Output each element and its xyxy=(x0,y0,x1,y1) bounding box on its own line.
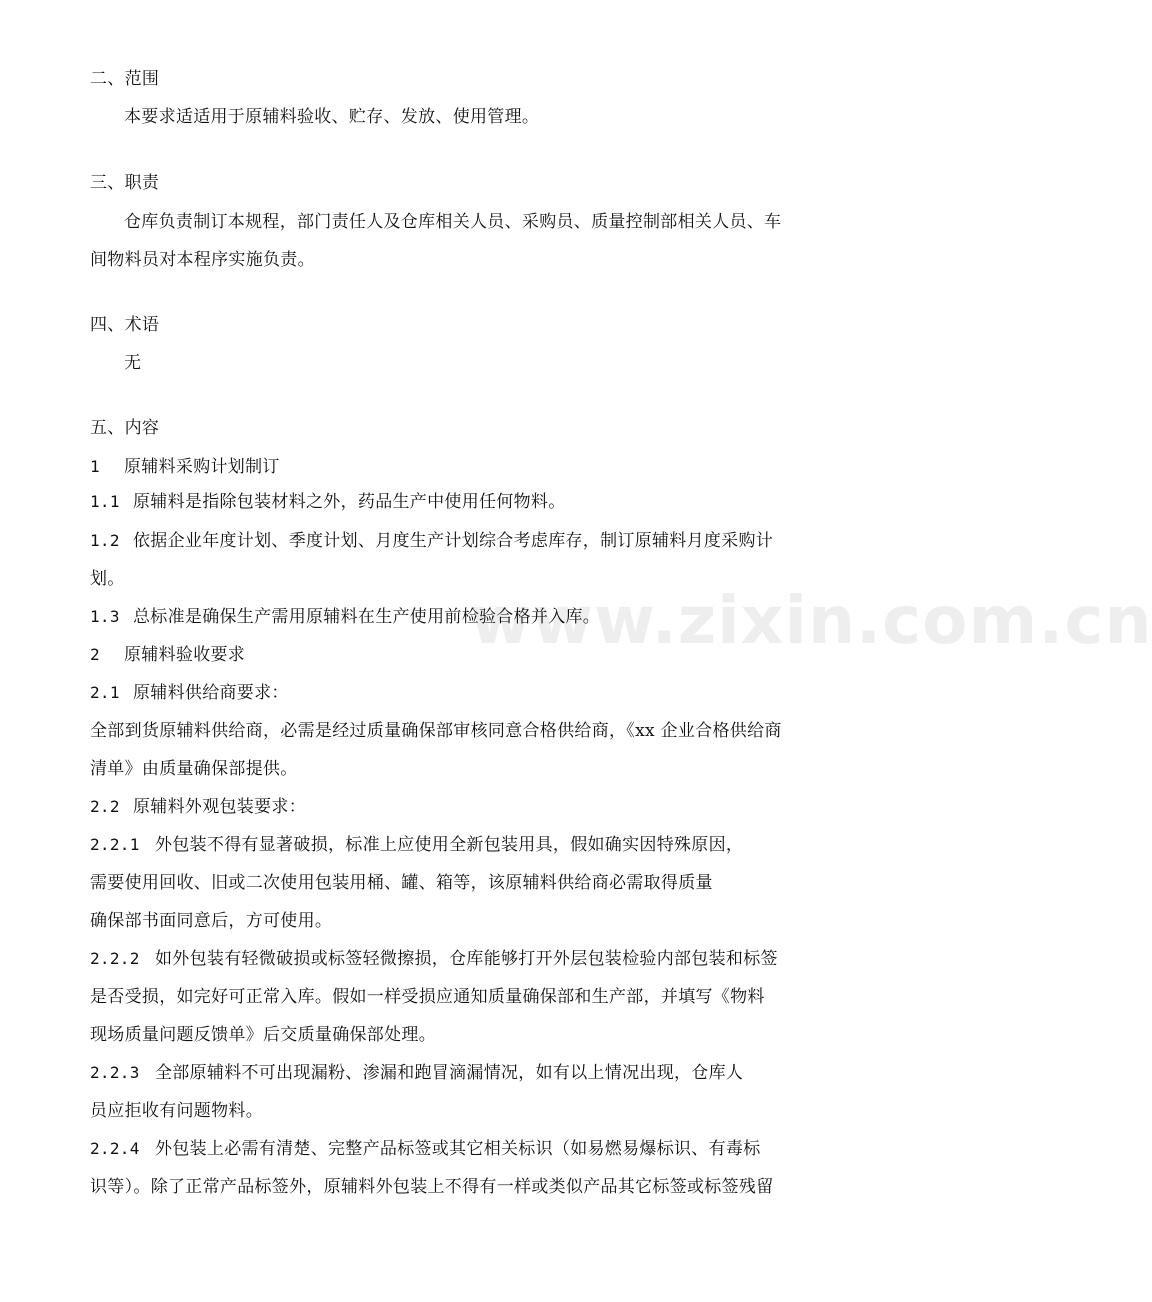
section-heading-scope: 二、范围 xyxy=(90,69,160,89)
duty-body-line2: 间物料员对本程序实施负责。 xyxy=(90,250,315,270)
item-number: 2.2.4 xyxy=(90,1139,140,1158)
item-title: 原辅料验收要求 xyxy=(124,645,246,665)
item-number: 2.2 xyxy=(90,797,120,816)
scope-body: 本要求适适用于原辅料验收、贮存、发放、使用管理。 xyxy=(124,107,540,127)
item-title: 原辅料采购计划制订 xyxy=(124,457,280,477)
item-text-continued: 现场质量问题反馈单》后交质量确保部处理。 xyxy=(90,1025,436,1045)
section-heading-content: 五、内容 xyxy=(90,418,160,438)
item-text-continued: 员应拒收有问题物料。 xyxy=(90,1101,263,1121)
item-number: 1.2 xyxy=(90,531,120,550)
item-number: 1 xyxy=(90,457,100,476)
item-text-continued: 是否受损，如完好可正常入库。假如一样受损应通知质量确保部和生产部，并填写《物料 xyxy=(90,987,765,1007)
terms-body: 无 xyxy=(124,353,142,373)
section-heading-terms: 四、术语 xyxy=(90,315,160,335)
watermark-text: www.zixin.com.cn xyxy=(470,582,1152,659)
item-number: 2.2.1 xyxy=(90,835,140,854)
item-text-continued: 划。 xyxy=(90,569,125,589)
item-text: 原辅料是指除包装材料之外，药品生产中使用任何物料。 xyxy=(133,492,566,512)
section-heading-duty: 三、职责 xyxy=(90,173,160,193)
item-number: 2 xyxy=(90,645,100,664)
item-body-line: 清单》由质量确保部提供。 xyxy=(90,759,298,779)
item-text: 原辅料外观包装要求： xyxy=(133,797,306,817)
item-text-continued: 确保部书面同意后，方可使用。 xyxy=(90,911,333,931)
item-body-line: 全部到货原辅料供给商，必需是经过质量确保部审核同意合格供给商，《xx 企业合格供给商 xyxy=(90,721,782,741)
item-text-continued: 需要使用回收、旧或二次使用包装用桶、罐、箱等，该原辅料供给商必需取得质量 xyxy=(90,873,713,893)
item-number: 2.2.3 xyxy=(90,1063,140,1082)
item-text-continued: 识等）。除了正常产品标签外，原辅料外包装上不得有一样或类似产品其它标签或标签残留 xyxy=(90,1177,774,1197)
item-text: 总标准是确保生产需用原辅料在生产使用前检验合格并入库。 xyxy=(133,607,601,627)
item-number: 1.3 xyxy=(90,607,120,626)
item-text: 依据企业年度计划、季度计划、月度生产计划综合考虑库存，制订原辅料月度采购计 xyxy=(133,531,774,551)
item-text: 全部原辅料不可出现漏粉、渗漏和跑冒滴漏情况，如有以上情况出现，仓库人 xyxy=(155,1063,744,1083)
item-text: 原辅料供给商要求： xyxy=(133,683,289,703)
item-number: 2.2.2 xyxy=(90,949,140,968)
item-number: 1.1 xyxy=(90,492,120,511)
duty-body-line1: 仓库负责制订本规程，部门责任人及仓库相关人员、采购员、质量控制部相关人员、车 xyxy=(124,212,782,232)
item-text: 外包装上必需有清楚、完整产品标签或其它相关标识（如易燃易爆标识、有毒标 xyxy=(155,1139,761,1159)
item-number: 2.1 xyxy=(90,683,120,702)
item-text: 如外包装有轻微破损或标签轻微擦损，仓库能够打开外层包装检验内部包装和标签 xyxy=(155,949,778,969)
item-text: 外包装不得有显著破损，标准上应使用全新包装用具，假如确实因特殊原因， xyxy=(155,835,744,855)
